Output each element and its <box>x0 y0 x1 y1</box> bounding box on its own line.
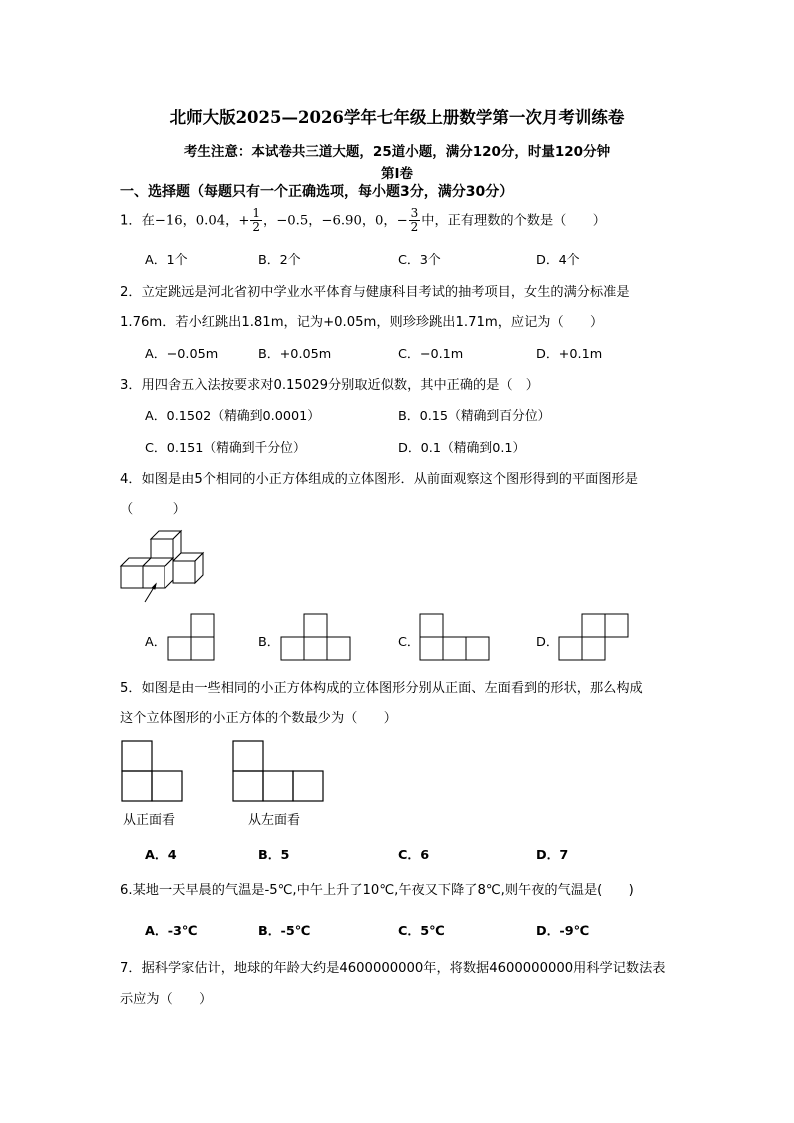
q6-option-a[interactable]: A．-3℃ <box>145 924 198 939</box>
q3-option-c[interactable]: C．0.151（精确到千分位） <box>145 441 306 456</box>
question-3: 3．用四舍五入法按要求对0.15029分别取近似数，其中正确的是（ ） <box>120 378 539 393</box>
q1-option-b[interactable]: B．2个 <box>258 253 301 268</box>
q2-option-d[interactable]: D．+0.1m <box>536 347 603 362</box>
q4-option-c-figure <box>419 613 492 661</box>
exam-title: 北师大版2025—2026学年七年级上册数学第一次月考训练卷 <box>169 108 625 127</box>
q4-option-d[interactable]: D． <box>536 635 559 650</box>
q1-prefix: 1．在 <box>120 213 155 229</box>
q2-option-c[interactable]: C．−0.1m <box>398 347 464 362</box>
q5-option-c[interactable]: C．6 <box>398 848 430 863</box>
question-4-line-2: （ ） <box>120 502 186 517</box>
q1-option-d[interactable]: D．4个 <box>536 253 580 268</box>
q4-option-d-figure <box>558 613 631 661</box>
question-7-line-2: 示应为（ ） <box>120 992 213 1007</box>
exam-notice: 考生注意：本试卷共三道大题，25道小题，满分120分，时量120分钟 <box>183 144 611 160</box>
q4-option-a[interactable]: A． <box>145 635 167 650</box>
question-5-line-2: 这个立体图形的小正方体的个数最少为（ ） <box>120 711 397 726</box>
q4-option-a-figure <box>167 613 217 661</box>
q1-option-c[interactable]: C．3个 <box>398 253 441 268</box>
q2-option-a[interactable]: A．−0.05m <box>145 347 219 362</box>
q1-fraction-2-num: 3 <box>410 206 419 220</box>
q3-option-a[interactable]: A．0.1502（精确到0.0001） <box>145 409 321 424</box>
q1-fraction-2 <box>409 207 421 234</box>
q6-option-d[interactable]: D．-9℃ <box>536 924 590 939</box>
left-view-figure <box>232 740 326 803</box>
q1-fraction-2-den: 2 <box>410 220 419 234</box>
left-view-caption: 从左面看 <box>248 813 301 828</box>
q1-fraction-1 <box>250 207 262 234</box>
question-4-line-1: 4．如图是由5个相同的小正方体组成的立体图形．从前面观察这个图形得到的平面图形是 <box>120 472 638 487</box>
q4-option-c[interactable]: C． <box>398 635 420 650</box>
q6-option-b[interactable]: B．-5℃ <box>258 924 311 939</box>
q1-suffix: 中，正有理数的个数是（ ） <box>421 213 606 229</box>
q2-option-b[interactable]: B．+0.05m <box>258 347 332 362</box>
question-7-line-1: 7．据科学家估计，地球的年龄大约是4600000000年，将数据4600000000用科学记数法表 <box>120 961 666 976</box>
front-view-figure <box>121 740 185 803</box>
q5-option-d[interactable]: D．7 <box>536 848 569 863</box>
q6-option-c[interactable]: C．5℃ <box>398 924 445 939</box>
q1-numbers-1: −16，0.04，+ <box>154 213 250 229</box>
q1-numbers-2: ，−0.5，−6.90，0，− <box>263 213 408 229</box>
q3-option-d[interactable]: D．0.1（精确到0.1） <box>398 441 526 456</box>
q4-option-b[interactable]: B． <box>258 635 280 650</box>
q4-option-b-figure <box>280 613 353 661</box>
q3-option-b[interactable]: B．0.15（精确到百分位） <box>398 409 551 424</box>
cube-stack-figure <box>112 522 212 612</box>
front-view-caption: 从正面看 <box>123 813 176 828</box>
q1-fraction-1-num: 1 <box>252 206 261 220</box>
q5-option-a[interactable]: A．4 <box>145 848 177 863</box>
q1-fraction-1-den: 2 <box>252 220 261 234</box>
question-5-line-1: 5．如图是由一些相同的小正方体构成的立体图形分别从正面、左面看到的形状，那么构成 <box>120 681 643 696</box>
question-6: 6.某地一天早晨的气温是-5℃,中午上升了10℃,午夜又下降了8℃,则午夜的气温是( ) <box>120 883 634 898</box>
q1-option-a[interactable]: A．1个 <box>145 253 188 268</box>
question-1 <box>120 207 606 234</box>
q5-option-b[interactable]: B．5 <box>258 848 290 863</box>
question-2-line-1: 2．立定跳远是河北省初中学业水平体育与健康科目考试的抽考项目，女生的满分标准是 <box>120 285 630 300</box>
volume-label: 第Ⅰ卷 <box>380 166 414 182</box>
section-heading: 一、选择题（每题只有一个正确选项，每小题3分，满分30分） <box>120 184 514 200</box>
question-2-line-2: 1.76m．若小红跳出1.81m，记为+0.05m，则珍珍跳出1.71m，应记为（ ） <box>120 315 604 330</box>
